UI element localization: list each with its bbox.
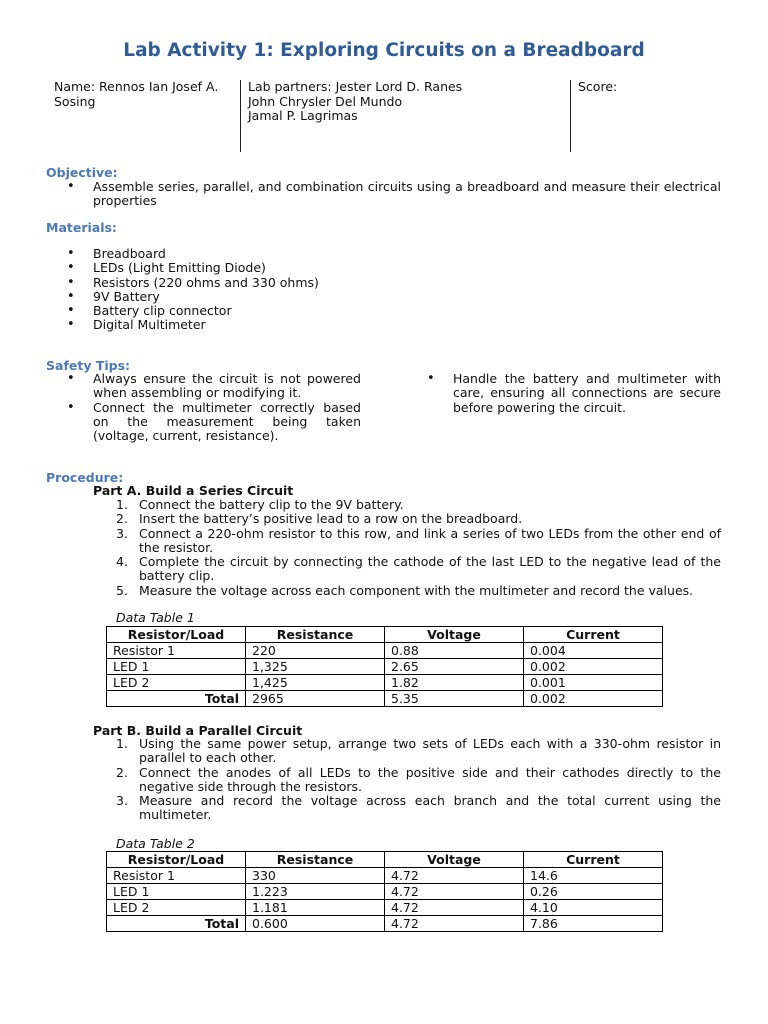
- step-number: 2.: [116, 511, 128, 527]
- safety-heading: Safety Tips:: [46, 358, 131, 373]
- list-item: • LEDs (Light Emitting Diode): [67, 261, 467, 275]
- table-row: [107, 643, 663, 659]
- column-header: Current: [524, 627, 663, 643]
- list-item: • 9V Battery: [67, 290, 467, 304]
- table-cell: LED 1: [107, 659, 246, 675]
- table-row: [107, 659, 663, 675]
- list-item: • Assemble series, parallel, and combination circuits using a breadboard and measure their electrical properties: [67, 180, 721, 209]
- data-table-2: [106, 851, 663, 932]
- step-number: 1.: [116, 497, 128, 512]
- step-item: [116, 512, 721, 526]
- table-row: [107, 900, 663, 916]
- list-item: • Battery clip connector: [67, 304, 467, 318]
- step-item: [116, 527, 721, 556]
- step-item: [116, 737, 721, 766]
- list-item: • Connect the multimeter correctly based on the measurement being taken (voltage, current, resistance).: [67, 401, 361, 444]
- column-header: Voltage: [385, 627, 524, 643]
- table-total-row: [107, 691, 663, 707]
- part-b-steps: [116, 737, 721, 823]
- table-cell: 1.223: [246, 884, 385, 900]
- lab-partners-line1: Lab partners: Jester Lord D. Ranes: [248, 79, 463, 94]
- step-text: Connect the anodes of all LEDs to the positive side and their cathodes directly to the negative side through the resistors.: [139, 764, 721, 794]
- total-label: Total: [107, 916, 246, 932]
- table-cell: 0.600: [246, 916, 385, 932]
- step-text: Measure the voltage across each component with the multimeter and record the values.: [139, 582, 694, 598]
- lab-partners-line2: John Chrysler Del Mundo: [248, 93, 403, 109]
- table-cell: 1.82: [385, 675, 524, 691]
- step-item: [116, 794, 721, 823]
- step-item: [116, 498, 721, 512]
- table-cell: 2.65: [385, 659, 524, 675]
- list-item: • Breadboard: [67, 247, 467, 261]
- table-cell: 1,325: [246, 659, 385, 675]
- list-item: • Digital Multimeter: [67, 318, 467, 332]
- score-field: [578, 80, 728, 95]
- step-text: Insert the battery’s positive lead to a row on the breadboard.: [139, 511, 523, 527]
- column-header: Current: [524, 852, 663, 868]
- column-header: Resistance: [246, 627, 385, 643]
- procedure-heading: Procedure:: [46, 470, 124, 485]
- table-cell: LED 1: [107, 884, 246, 900]
- table-cell: 0.88: [385, 643, 524, 659]
- table-cell: 0.002: [524, 691, 663, 707]
- table-cell: 0.004: [524, 643, 663, 659]
- table-cell: 2965: [246, 691, 385, 707]
- step-item: [116, 766, 721, 795]
- safety-list-left: [67, 372, 361, 443]
- table-cell: 0.002: [524, 659, 663, 675]
- table-cell: 220: [246, 643, 385, 659]
- table-cell: 14.6: [524, 868, 663, 884]
- table-cell: 4.10: [524, 900, 663, 916]
- table-cell: Resistor 1: [107, 643, 246, 659]
- document-title: Lab Activity 1: Exploring Circuits on a Breadboard: [123, 40, 645, 61]
- table-cell: 330: [246, 868, 385, 884]
- table-row: [107, 868, 663, 884]
- table-cell: LED 2: [107, 675, 246, 691]
- part-a-title: Part A. Build a Series Circuit: [93, 483, 294, 498]
- table-row: [107, 675, 663, 691]
- header-divider: [570, 80, 571, 152]
- step-item: [116, 584, 721, 598]
- score-label: Score:: [578, 79, 618, 94]
- part-b-title: Part B. Build a Parallel Circuit: [93, 723, 303, 738]
- table-cell: 4.72: [385, 884, 524, 900]
- step-item: [116, 555, 721, 584]
- list-item: • Resistors (220 ohms and 330 ohms): [67, 276, 467, 290]
- table-cell: LED 2: [107, 900, 246, 916]
- table-total-row: [107, 916, 663, 932]
- student-name-line1: Name: Rennos Ian Josef A.: [54, 79, 219, 94]
- step-number: 3.: [116, 525, 128, 541]
- step-number: 1.: [116, 736, 128, 751]
- student-name: [54, 80, 234, 109]
- data-table-1: [106, 626, 663, 707]
- step-text: Measure and record the voltage across each branch and the total current using the multimeter.: [139, 793, 721, 823]
- column-header: Voltage: [385, 852, 524, 868]
- column-header: Resistor/Load: [107, 627, 246, 643]
- step-text: Connect the battery clip to the 9V battery.: [139, 497, 404, 512]
- table-row: [107, 884, 663, 900]
- step-text: Connect a 220-ohm resistor to this row, and link a series of two LEDs from the other end of the resistor.: [139, 525, 721, 555]
- step-number: 2.: [116, 764, 128, 780]
- objective-list: [67, 180, 721, 209]
- column-header: Resistance: [246, 852, 385, 868]
- table-header-row: [107, 627, 663, 643]
- step-text: Complete the circuit by connecting the cathode of the last LED to the negative lead of the battery clip.: [139, 554, 721, 584]
- table-header-row: [107, 852, 663, 868]
- header-divider: [240, 80, 241, 152]
- step-number: 3.: [116, 793, 128, 809]
- table-cell: 1.181: [246, 900, 385, 916]
- part-a-steps: [116, 498, 721, 598]
- safety-list-right: [427, 372, 721, 415]
- student-info-header: [48, 80, 738, 152]
- table-cell: 0.001: [524, 675, 663, 691]
- column-header: Resistor/Load: [107, 852, 246, 868]
- table-cell: 4.72: [385, 900, 524, 916]
- table-cell: 4.72: [385, 916, 524, 932]
- student-name-line2: Sosing: [54, 93, 96, 109]
- step-text: Using the same power setup, arrange two sets of LEDs each with a 330-ohm resistor in parallel to each other.: [139, 736, 721, 766]
- data-table-2-caption: Data Table 2: [116, 836, 195, 851]
- list-item: • Handle the battery and multimeter with care, ensuring all connections are secure before powering the circuit.: [427, 372, 721, 415]
- table-cell: 4.72: [385, 868, 524, 884]
- materials-heading: Materials:: [46, 220, 117, 235]
- objective-heading: Objective:: [46, 165, 118, 180]
- table-cell: Resistor 1: [107, 868, 246, 884]
- step-number: 4.: [116, 554, 128, 570]
- table-cell: 5.35: [385, 691, 524, 707]
- materials-list: [67, 247, 467, 333]
- table-cell: 1,425: [246, 675, 385, 691]
- lab-partners-line3: Jamal P. Lagrimas: [248, 108, 358, 123]
- list-item: • Always ensure the circuit is not powered when assembling or modifying it.: [67, 372, 361, 401]
- table-cell: 0.26: [524, 884, 663, 900]
- total-label: Total: [107, 691, 246, 707]
- step-number: 5.: [116, 582, 128, 598]
- lab-partners: [248, 80, 568, 124]
- data-table-1-caption: Data Table 1: [116, 610, 195, 625]
- table-cell: 7.86: [524, 916, 663, 932]
